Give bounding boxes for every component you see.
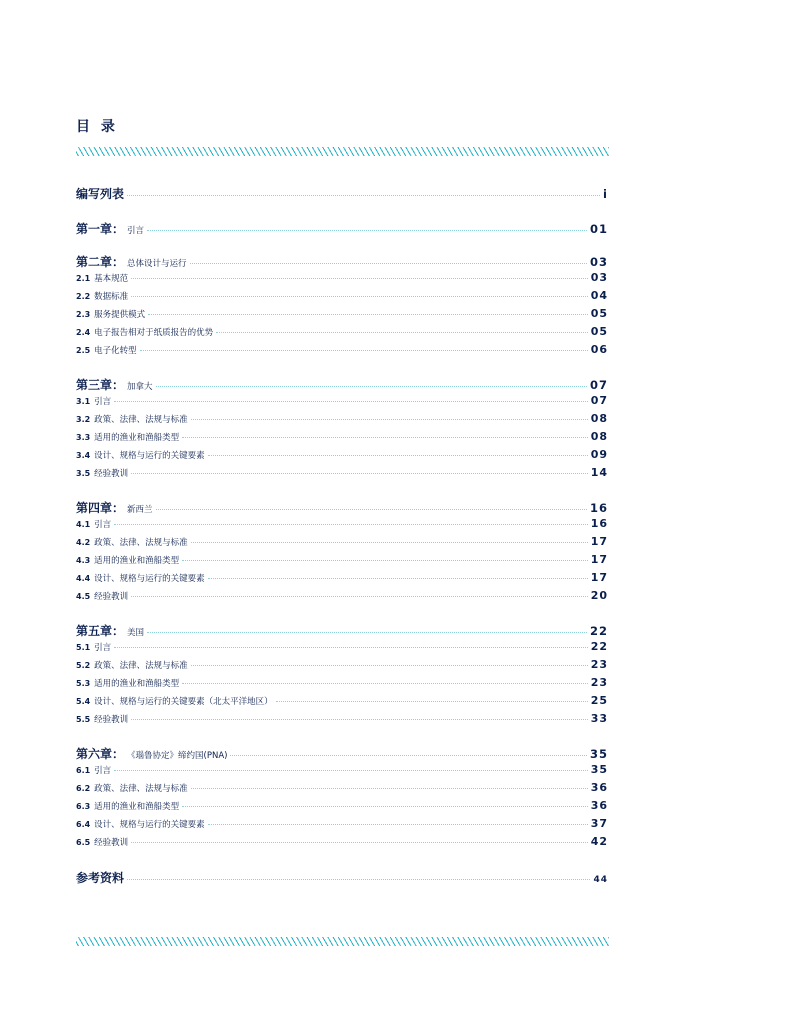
dot-leader (156, 508, 587, 510)
toc-page-number: 16 (590, 517, 608, 530)
toc-section-label: 数据标准 (94, 292, 129, 302)
toc-label: 参考资料 (76, 871, 125, 885)
toc-page-number: 42 (590, 835, 608, 848)
dot-leader (131, 295, 588, 297)
toc-page-number: 14 (590, 466, 608, 479)
toc-section-number: 6.1 (76, 766, 91, 775)
toc-section-label: 适用的渔业和渔船类型 (94, 679, 180, 689)
toc-entry-4-2[interactable] (76, 535, 608, 548)
toc-section-label: 服务提供模式 (94, 310, 146, 320)
dot-leader (148, 313, 588, 315)
toc-section-number: 4.3 (76, 556, 91, 565)
toc-entry-5-4[interactable] (76, 694, 608, 707)
toc-entry-6-2[interactable] (76, 781, 608, 794)
toc-section-number: 4.1 (76, 520, 91, 529)
toc-section-label: 适用的渔业和渔船类型 (94, 433, 180, 443)
toc-page-number: 09 (590, 448, 608, 461)
dot-leader (182, 436, 588, 438)
dot-leader (208, 577, 588, 579)
toc-entry-2-3[interactable] (76, 307, 608, 320)
dot-leader (131, 472, 588, 474)
toc-section-label: 经验教训 (94, 592, 129, 602)
toc-page-number: 08 (590, 412, 608, 425)
toc-page-number: 03 (589, 255, 608, 269)
toc-page-number: 05 (590, 325, 608, 338)
toc-section-label: 经验教训 (94, 838, 129, 848)
toc-entry-6-5[interactable] (76, 835, 608, 848)
decorative-stripe-top (76, 147, 609, 156)
toc-section-number: 5.3 (76, 679, 91, 688)
toc-section-number: 5.4 (76, 697, 91, 706)
toc-page-number: 16 (589, 501, 608, 515)
decorative-stripe-bottom (76, 937, 609, 946)
toc-page-number: 35 (590, 763, 608, 776)
toc-page-number: 05 (590, 307, 608, 320)
toc-entry-chapter-2[interactable] (76, 253, 608, 270)
toc-entry-6-4[interactable] (76, 817, 608, 830)
toc-section-number: 6.5 (76, 838, 91, 847)
toc-section-label: 设计、规格与运行的关键要素（北太平洋地区） (94, 697, 273, 707)
toc-section-label: 经验教训 (94, 469, 129, 479)
toc-chapter-title: 加拿大 (127, 382, 153, 392)
toc-entry-chapter-5[interactable] (76, 622, 608, 639)
toc-section-number: 4.5 (76, 592, 91, 601)
toc-entry-preface[interactable] (76, 185, 608, 202)
toc-page-number: 17 (590, 553, 608, 566)
toc-section-number: 3.3 (76, 433, 91, 442)
toc-page-number: 22 (590, 640, 608, 653)
toc-page-number: 06 (590, 343, 608, 356)
toc-section-number: 3.1 (76, 397, 91, 406)
toc-entry-6-3[interactable] (76, 799, 608, 812)
dot-leader (191, 787, 588, 789)
toc-chapter-label: 第二章： (76, 255, 125, 269)
toc-section-label: 基本规范 (94, 274, 129, 284)
toc-section-label: 设计、规格与运行的关键要素 (94, 574, 205, 584)
toc-section-number: 2.2 (76, 292, 91, 301)
toc-section-number: 4.2 (76, 538, 91, 547)
toc-chapter-title: 新西兰 (127, 505, 153, 515)
toc-section-label: 引言 (94, 520, 112, 530)
toc-entry-chapter-6[interactable] (76, 745, 608, 762)
toc-section-label: 适用的渔业和渔船类型 (94, 556, 180, 566)
dot-leader (208, 823, 588, 825)
toc-section-label: 政策、法律、法规与标准 (94, 784, 188, 794)
toc-section-number: 4.4 (76, 574, 91, 583)
dot-leader (230, 754, 587, 756)
toc-section-label: 引言 (94, 643, 112, 653)
toc-section-number: 3.4 (76, 451, 91, 460)
toc-page-number: 23 (590, 658, 608, 671)
toc-section-number: 5.1 (76, 643, 91, 652)
toc-section-label: 政策、法律、法规与标准 (94, 661, 188, 671)
toc-chapter-title: 《瑙鲁协定》缔约国(PNA) (127, 751, 228, 761)
dot-leader (131, 718, 588, 720)
dot-leader (147, 229, 587, 231)
toc-entry-4-1[interactable] (76, 517, 608, 530)
toc-entry-chapter-1[interactable] (76, 220, 608, 237)
toc-page-number: 37 (590, 817, 608, 830)
toc-entry-3-4[interactable] (76, 448, 608, 461)
toc-page-number: 36 (590, 799, 608, 812)
toc-section-label: 引言 (94, 397, 112, 407)
toc-page-number: 08 (590, 430, 608, 443)
toc-page-number: 03 (590, 271, 608, 284)
toc-section-number: 2.3 (76, 310, 91, 319)
toc-chapter-label: 第五章： (76, 624, 125, 638)
toc-entry-2-1[interactable] (76, 271, 608, 284)
toc-section-number: 5.5 (76, 715, 91, 724)
toc-entry-3-5[interactable] (76, 466, 608, 479)
toc-entry-3-1[interactable] (76, 394, 608, 407)
dot-leader (127, 194, 600, 196)
toc-chapter-title: 美国 (127, 628, 145, 638)
dot-leader (114, 646, 588, 648)
dot-leader (131, 595, 588, 597)
toc-chapter-title: 总体设计与运行 (127, 259, 187, 269)
toc-entry-3-2[interactable] (76, 412, 608, 425)
toc-section-number: 5.2 (76, 661, 91, 670)
toc-chapter-label: 第三章： (76, 378, 125, 392)
toc-page-number: 04 (590, 289, 608, 302)
toc-entry-6-1[interactable] (76, 763, 608, 776)
toc-section-label: 引言 (94, 766, 112, 776)
toc-entry-3-3[interactable] (76, 430, 608, 443)
toc-page-number: 20 (590, 589, 608, 602)
toc-page-number: 01 (589, 222, 608, 236)
toc-section-number: 3.2 (76, 415, 91, 424)
toc-entry-references[interactable] (76, 869, 608, 886)
page-title: 目 录 (76, 119, 118, 135)
toc-section-number: 3.5 (76, 469, 91, 478)
dot-leader (216, 331, 588, 333)
toc-entry-5-2[interactable] (76, 658, 608, 671)
toc-entry-4-4[interactable] (76, 571, 608, 584)
dot-leader (182, 805, 588, 807)
toc-page-number: 44 (593, 875, 608, 885)
toc-page-number: 17 (590, 571, 608, 584)
toc-entry-2-4[interactable] (76, 325, 608, 338)
dot-leader (147, 631, 587, 633)
toc-page-number: 36 (590, 781, 608, 794)
toc-entry-2-5[interactable] (76, 343, 608, 356)
dot-leader (190, 262, 587, 264)
toc-page-number: 23 (590, 676, 608, 689)
toc-section-number: 2.4 (76, 328, 91, 337)
toc-section-label: 设计、规格与运行的关键要素 (94, 820, 205, 830)
dot-leader (208, 454, 588, 456)
toc-section-label: 电子化转型 (94, 346, 137, 356)
dot-leader (276, 700, 588, 702)
toc-label: 编写列表 (76, 187, 125, 201)
dot-leader (114, 523, 588, 525)
toc-chapter-label: 第六章： (76, 747, 125, 761)
toc-chapter-title: 引言 (127, 226, 145, 236)
toc-page-number: 33 (590, 712, 608, 725)
toc-chapter-label: 第四章： (76, 501, 125, 515)
toc-chapter-label: 第一章： (76, 222, 125, 236)
toc-entry-5-3[interactable] (76, 676, 608, 689)
toc-entry-chapter-3[interactable] (76, 376, 608, 393)
dot-leader (156, 385, 587, 387)
dot-leader (131, 841, 588, 843)
toc-section-label: 政策、法律、法规与标准 (94, 415, 188, 425)
dot-leader (114, 400, 588, 402)
toc-section-number: 2.1 (76, 274, 91, 283)
toc-entry-chapter-4[interactable] (76, 499, 608, 516)
dot-leader (182, 559, 588, 561)
toc-page-number: i (603, 187, 608, 201)
toc-section-number: 2.5 (76, 346, 91, 355)
toc-section-number: 6.4 (76, 820, 91, 829)
dot-leader (114, 769, 588, 771)
toc-page-number: 07 (590, 394, 608, 407)
toc-entry-5-5[interactable] (76, 712, 608, 725)
dot-leader (140, 349, 588, 351)
dot-leader (182, 682, 588, 684)
toc-section-label: 适用的渔业和渔船类型 (94, 802, 180, 812)
dot-leader (127, 878, 590, 880)
toc-section-label: 经验教训 (94, 715, 129, 725)
toc-entry-4-5[interactable] (76, 589, 608, 602)
toc-section-label: 设计、规格与运行的关键要素 (94, 451, 205, 461)
toc-page-number: 25 (590, 694, 608, 707)
dot-leader (191, 418, 588, 420)
toc-section-label: 电子报告相对于纸质报告的优势 (94, 328, 214, 338)
toc-page-number: 35 (589, 747, 608, 761)
dot-leader (131, 277, 588, 279)
toc-entry-2-2[interactable] (76, 289, 608, 302)
toc-page-number: 22 (589, 624, 608, 638)
toc-section-number: 6.2 (76, 784, 91, 793)
dot-leader (191, 664, 588, 666)
dot-leader (191, 541, 588, 543)
toc-page-number: 17 (590, 535, 608, 548)
toc-section-label: 政策、法律、法规与标准 (94, 538, 188, 548)
toc-entry-4-3[interactable] (76, 553, 608, 566)
toc-section-number: 6.3 (76, 802, 91, 811)
toc-entry-5-1[interactable] (76, 640, 608, 653)
toc-page-number: 07 (589, 378, 608, 392)
